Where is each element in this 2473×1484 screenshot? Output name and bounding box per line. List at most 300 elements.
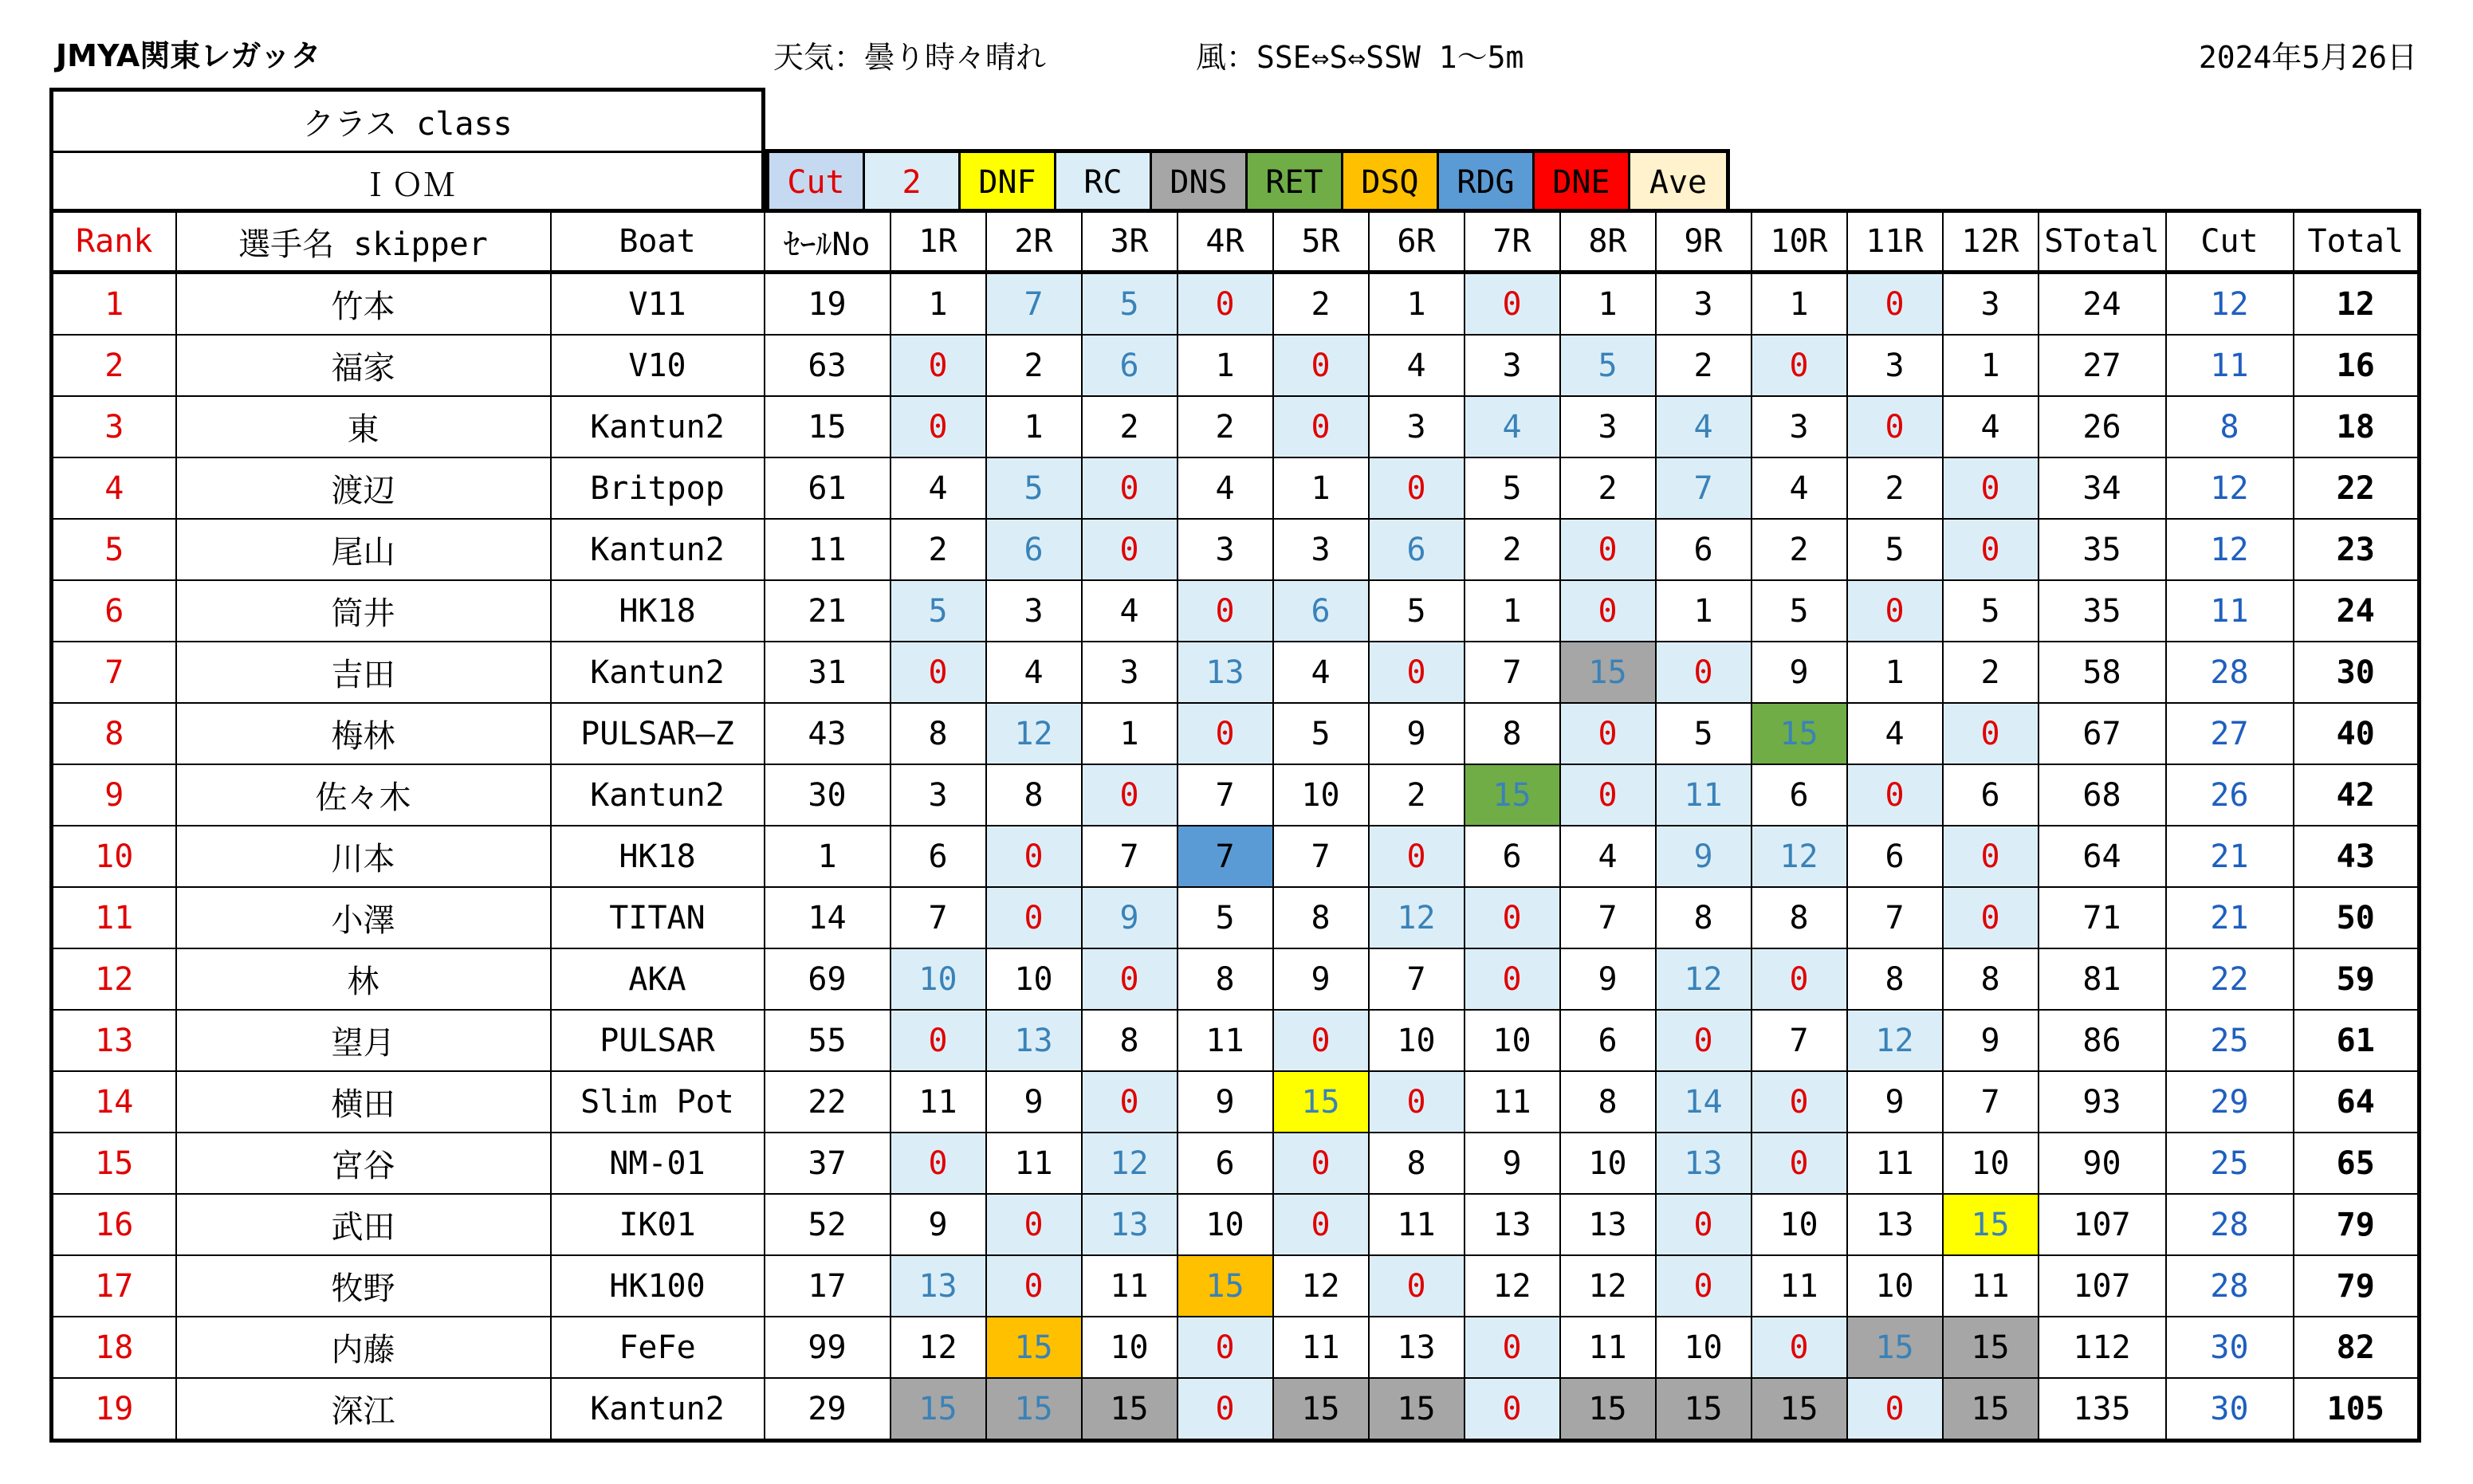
race-score-cell: 15 xyxy=(1656,1378,1752,1441)
total-cell: 79 xyxy=(2294,1255,2420,1317)
race-score-cell: 0 xyxy=(1273,396,1369,457)
legend-rc: RC xyxy=(1056,153,1152,211)
table-row xyxy=(52,1194,2420,1255)
race-score-cell: 12 xyxy=(891,1317,986,1378)
race-score-cell: 6 xyxy=(1943,764,2039,826)
race-score-cell: 8 xyxy=(1656,887,1752,948)
race-score-cell: 12 xyxy=(1082,1133,1178,1194)
race-score-cell: 0 xyxy=(1273,1133,1369,1194)
sail-no-cell: 52 xyxy=(765,1194,891,1255)
race-score-cell: 0 xyxy=(1465,273,1560,336)
race-score-cell: 9 xyxy=(1178,1071,1273,1133)
race-score-cell: 15 xyxy=(986,1317,1082,1378)
race-score-cell: 4 xyxy=(986,642,1082,703)
boat-cell: NM-01 xyxy=(551,1133,765,1194)
race-score-cell: 11 xyxy=(1273,1317,1369,1378)
race-score-cell: 0 xyxy=(986,887,1082,948)
rank-cell: 1 xyxy=(52,273,176,336)
boat-cell: HK18 xyxy=(551,826,765,887)
race-score-cell: 12 xyxy=(1656,948,1752,1010)
race-score-cell: 5 xyxy=(1273,703,1369,764)
race-score-cell: 4 xyxy=(1656,396,1752,457)
event-date: 2024年5月26日 xyxy=(2198,40,2417,75)
race-score-cell: 10 xyxy=(1656,1317,1752,1378)
sail-no-cell: 61 xyxy=(765,457,891,519)
stotal-cell: 24 xyxy=(2039,273,2166,336)
race-score-cell: 3 xyxy=(1273,519,1369,580)
stotal-cell: 93 xyxy=(2039,1071,2166,1133)
stotal-cell: 26 xyxy=(2039,396,2166,457)
total-cell: 50 xyxy=(2294,887,2420,948)
race-score-cell: 6 xyxy=(1560,1010,1656,1071)
stotal-cell: 107 xyxy=(2039,1255,2166,1317)
sail-no-cell: 31 xyxy=(765,642,891,703)
race-score-cell: 9 xyxy=(1465,1133,1560,1194)
race-score-cell: 0 xyxy=(1560,519,1656,580)
total-cell: 16 xyxy=(2294,335,2420,396)
rank-cell: 14 xyxy=(52,1071,176,1133)
boat-cell: AKA xyxy=(551,948,765,1010)
race-score-cell: 7 xyxy=(1178,826,1273,887)
race-score-cell: 5 xyxy=(1082,273,1178,336)
race-score-cell: 1 xyxy=(1369,273,1465,336)
race-score-cell: 15 xyxy=(1560,642,1656,703)
race-score-cell: 5 xyxy=(1560,335,1656,396)
race-score-cell: 15 xyxy=(1178,1255,1273,1317)
race-score-cell: 5 xyxy=(986,457,1082,519)
race-score-cell: 11 xyxy=(1178,1010,1273,1071)
legend-dns: DNS xyxy=(1152,153,1248,211)
sail-no-cell: 15 xyxy=(765,396,891,457)
skipper-cell: 尾山 xyxy=(176,519,551,580)
cut-cell: 27 xyxy=(2166,703,2294,764)
sail-no-cell: 11 xyxy=(765,519,891,580)
table-row xyxy=(52,1317,2420,1378)
race-score-cell: 0 xyxy=(1943,826,2039,887)
race-score-cell: 13 xyxy=(1656,1133,1752,1194)
race-score-cell: 6 xyxy=(1656,519,1752,580)
race-score-cell: 3 xyxy=(986,580,1082,642)
race-score-cell: 15 xyxy=(1943,1378,2039,1441)
race-score-cell: 11 xyxy=(1082,1255,1178,1317)
race-score-cell: 0 xyxy=(986,826,1082,887)
total-cell: 22 xyxy=(2294,457,2420,519)
column-header: 7R xyxy=(1465,211,1560,273)
race-score-cell: 2 xyxy=(1560,457,1656,519)
race-score-cell: 2 xyxy=(1369,764,1465,826)
race-score-cell: 2 xyxy=(1082,396,1178,457)
race-score-cell: 1 xyxy=(1082,703,1178,764)
cut-cell: 25 xyxy=(2166,1010,2294,1071)
sail-no-cell: 30 xyxy=(765,764,891,826)
race-score-cell: 7 xyxy=(1082,826,1178,887)
race-score-cell: 10 xyxy=(1560,1133,1656,1194)
column-header: Boat xyxy=(551,211,765,273)
race-score-cell: 7 xyxy=(1273,826,1369,887)
race-score-cell: 4 xyxy=(891,457,986,519)
race-score-cell: 5 xyxy=(1178,887,1273,948)
race-score-cell: 0 xyxy=(1847,580,1943,642)
race-score-cell: 1 xyxy=(1847,642,1943,703)
race-score-cell: 5 xyxy=(1656,703,1752,764)
race-score-cell: 0 xyxy=(1465,948,1560,1010)
race-score-cell: 2 xyxy=(1273,273,1369,336)
race-score-cell: 12 xyxy=(1273,1255,1369,1317)
race-score-cell: 13 xyxy=(986,1010,1082,1071)
rank-cell: 3 xyxy=(52,396,176,457)
race-score-cell: 5 xyxy=(1465,457,1560,519)
column-header: 5R xyxy=(1273,211,1369,273)
total-cell: 59 xyxy=(2294,948,2420,1010)
boat-cell: HK18 xyxy=(551,580,765,642)
race-score-cell: 7 xyxy=(1465,642,1560,703)
skipper-cell: 竹本 xyxy=(176,273,551,336)
table-row xyxy=(52,457,2420,519)
skipper-cell: 渡辺 xyxy=(176,457,551,519)
cut-cell: 12 xyxy=(2166,519,2294,580)
cut-cell: 28 xyxy=(2166,1255,2294,1317)
race-score-cell: 0 xyxy=(1178,580,1273,642)
race-score-cell: 8 xyxy=(891,703,986,764)
total-cell: 79 xyxy=(2294,1194,2420,1255)
race-score-cell: 0 xyxy=(1656,1194,1752,1255)
rank-cell: 10 xyxy=(52,826,176,887)
weather-text: 天気：曇り時々晴れ xyxy=(773,40,1047,75)
table-row xyxy=(52,642,2420,703)
stotal-cell: 67 xyxy=(2039,703,2166,764)
race-score-cell: 0 xyxy=(1847,764,1943,826)
race-score-cell: 0 xyxy=(1273,1194,1369,1255)
race-score-cell: 8 xyxy=(1847,948,1943,1010)
column-header: 6R xyxy=(1369,211,1465,273)
race-score-cell: 10 xyxy=(1943,1133,2039,1194)
skipper-cell: 望月 xyxy=(176,1010,551,1071)
rank-cell: 2 xyxy=(52,335,176,396)
boat-cell: Britpop xyxy=(551,457,765,519)
race-score-cell: 15 xyxy=(1082,1378,1178,1441)
skipper-cell: 福家 xyxy=(176,335,551,396)
cut-cell: 21 xyxy=(2166,826,2294,887)
column-header: 選手名 skipper xyxy=(176,211,551,273)
race-score-cell: 3 xyxy=(1943,273,2039,336)
race-score-cell: 10 xyxy=(986,948,1082,1010)
race-score-cell: 7 xyxy=(986,273,1082,336)
class-label: クラス class xyxy=(49,88,765,153)
race-score-cell: 15 xyxy=(1943,1317,2039,1378)
rank-cell: 17 xyxy=(52,1255,176,1317)
race-score-cell: 3 xyxy=(1560,396,1656,457)
table-row xyxy=(52,273,2420,336)
race-score-cell: 15 xyxy=(891,1378,986,1441)
boat-cell: TITAN xyxy=(551,887,765,948)
legend-ave: Ave xyxy=(1630,153,1726,211)
rank-cell: 6 xyxy=(52,580,176,642)
cut-cell: 28 xyxy=(2166,1194,2294,1255)
race-score-cell: 0 xyxy=(1082,519,1178,580)
stotal-cell: 35 xyxy=(2039,580,2166,642)
race-score-cell: 3 xyxy=(1465,335,1560,396)
stotal-cell: 34 xyxy=(2039,457,2166,519)
race-score-cell: 4 xyxy=(1178,457,1273,519)
race-score-cell: 0 xyxy=(1752,1133,1847,1194)
race-score-cell: 9 xyxy=(1752,642,1847,703)
legend-dnf: DNF xyxy=(961,153,1056,211)
sail-no-cell: 37 xyxy=(765,1133,891,1194)
race-score-cell: 9 xyxy=(891,1194,986,1255)
legend-ret: RET xyxy=(1248,153,1343,211)
total-cell: 64 xyxy=(2294,1071,2420,1133)
race-score-cell: 0 xyxy=(1082,948,1178,1010)
race-score-cell: 15 xyxy=(1273,1378,1369,1441)
race-score-cell: 10 xyxy=(1273,764,1369,826)
race-score-cell: 13 xyxy=(1369,1317,1465,1378)
race-score-cell: 4 xyxy=(1847,703,1943,764)
race-score-cell: 11 xyxy=(1656,764,1752,826)
sail-no-cell: 55 xyxy=(765,1010,891,1071)
rank-cell: 4 xyxy=(52,457,176,519)
legend-dne: DNE xyxy=(1535,153,1630,211)
race-score-cell: 13 xyxy=(891,1255,986,1317)
race-score-cell: 7 xyxy=(1656,457,1752,519)
column-header: 10R xyxy=(1752,211,1847,273)
race-score-cell: 0 xyxy=(1560,764,1656,826)
race-score-cell: 6 xyxy=(1178,1133,1273,1194)
table-row xyxy=(52,1133,2420,1194)
boat-cell: Kantun2 xyxy=(551,764,765,826)
boat-cell: Slim Pot xyxy=(551,1071,765,1133)
skipper-cell: 横田 xyxy=(176,1071,551,1133)
cut-cell: 22 xyxy=(2166,948,2294,1010)
race-score-cell: 0 xyxy=(1082,457,1178,519)
column-header: 4R xyxy=(1178,211,1273,273)
race-score-cell: 4 xyxy=(1943,396,2039,457)
race-score-cell: 15 xyxy=(1847,1317,1943,1378)
race-score-cell: 0 xyxy=(1752,1317,1847,1378)
boat-cell: Kantun2 xyxy=(551,1378,765,1441)
race-score-cell: 7 xyxy=(1847,887,1943,948)
wind-text: 風：SSE⇔S⇔SSW 1～5m xyxy=(1196,40,1524,75)
column-header: 11R xyxy=(1847,211,1943,273)
boat-cell: HK100 xyxy=(551,1255,765,1317)
rank-cell: 7 xyxy=(52,642,176,703)
stotal-cell: 107 xyxy=(2039,1194,2166,1255)
cut-cell: 26 xyxy=(2166,764,2294,826)
boat-cell: Kantun2 xyxy=(551,396,765,457)
race-score-cell: 9 xyxy=(1082,887,1178,948)
race-score-cell: 0 xyxy=(1847,273,1943,336)
skipper-cell: 吉田 xyxy=(176,642,551,703)
boat-cell: Kantun2 xyxy=(551,642,765,703)
sail-no-cell: 22 xyxy=(765,1071,891,1133)
column-header: 9R xyxy=(1656,211,1752,273)
race-score-cell: 3 xyxy=(1369,396,1465,457)
boat-cell: FeFe xyxy=(551,1317,765,1378)
table-row xyxy=(52,519,2420,580)
race-score-cell: 9 xyxy=(1273,948,1369,1010)
legend-rdg: RDG xyxy=(1439,153,1535,211)
race-score-cell: 0 xyxy=(986,1255,1082,1317)
race-score-cell: 0 xyxy=(1752,335,1847,396)
race-score-cell: 0 xyxy=(1369,1071,1465,1133)
table-row xyxy=(52,826,2420,887)
race-score-cell: 0 xyxy=(986,1194,1082,1255)
race-score-cell: 8 xyxy=(1273,887,1369,948)
race-score-cell: 0 xyxy=(1943,703,2039,764)
race-score-cell: 6 xyxy=(1369,519,1465,580)
rank-cell: 8 xyxy=(52,703,176,764)
cut-cell: 30 xyxy=(2166,1378,2294,1441)
total-cell: 65 xyxy=(2294,1133,2420,1194)
race-score-cell: 12 xyxy=(1560,1255,1656,1317)
race-score-cell: 10 xyxy=(1369,1010,1465,1071)
race-score-cell: 0 xyxy=(1752,1071,1847,1133)
skipper-cell: 筒井 xyxy=(176,580,551,642)
table-row xyxy=(52,580,2420,642)
race-score-cell: 10 xyxy=(1082,1317,1178,1378)
column-header: ｾｰﾙNo xyxy=(765,211,891,273)
race-score-cell: 11 xyxy=(891,1071,986,1133)
boat-cell: V11 xyxy=(551,273,765,336)
race-score-cell: 0 xyxy=(1273,335,1369,396)
table-row xyxy=(52,764,2420,826)
cut-cell: 11 xyxy=(2166,580,2294,642)
race-score-cell: 11 xyxy=(1560,1317,1656,1378)
sail-no-cell: 1 xyxy=(765,826,891,887)
race-score-cell: 12 xyxy=(986,703,1082,764)
boat-cell: PULSAR xyxy=(551,1010,765,1071)
legend-cut: Cut xyxy=(769,153,865,211)
race-score-cell: 11 xyxy=(1369,1194,1465,1255)
table-row xyxy=(52,887,2420,948)
sail-no-cell: 29 xyxy=(765,1378,891,1441)
race-score-cell: 11 xyxy=(1465,1071,1560,1133)
table-row xyxy=(52,703,2420,764)
sail-no-cell: 99 xyxy=(765,1317,891,1378)
table-row xyxy=(52,948,2420,1010)
race-score-cell: 13 xyxy=(1178,642,1273,703)
race-score-cell: 0 xyxy=(1560,580,1656,642)
race-score-cell: 2 xyxy=(1943,642,2039,703)
skipper-cell: 林 xyxy=(176,948,551,1010)
race-score-cell: 0 xyxy=(1943,887,2039,948)
skipper-cell: 川本 xyxy=(176,826,551,887)
race-score-cell: 7 xyxy=(891,887,986,948)
sail-no-cell: 63 xyxy=(765,335,891,396)
regatta-title: JMYA関東レガッタ xyxy=(56,38,321,73)
skipper-cell: 牧野 xyxy=(176,1255,551,1317)
cut-cell: 25 xyxy=(2166,1133,2294,1194)
boat-cell: PULSAR―Z xyxy=(551,703,765,764)
cut-cell: 12 xyxy=(2166,457,2294,519)
race-score-cell: 1 xyxy=(1560,273,1656,336)
skipper-cell: 佐々木 xyxy=(176,764,551,826)
race-score-cell: 11 xyxy=(1943,1255,2039,1317)
race-score-cell: 0 xyxy=(1369,1255,1465,1317)
stotal-cell: 86 xyxy=(2039,1010,2166,1071)
race-score-cell: 4 xyxy=(1082,580,1178,642)
stotal-cell: 81 xyxy=(2039,948,2166,1010)
race-score-cell: 9 xyxy=(986,1071,1082,1133)
race-score-cell: 5 xyxy=(1847,519,1943,580)
race-score-cell: 3 xyxy=(1752,396,1847,457)
total-cell: 82 xyxy=(2294,1317,2420,1378)
results-body xyxy=(52,273,2420,1441)
stotal-cell: 90 xyxy=(2039,1133,2166,1194)
cut-cell: 8 xyxy=(2166,396,2294,457)
cut-cell: 21 xyxy=(2166,887,2294,948)
race-score-cell: 6 xyxy=(1752,764,1847,826)
table-row xyxy=(52,396,2420,457)
race-score-cell: 0 xyxy=(1082,764,1178,826)
sail-no-cell: 21 xyxy=(765,580,891,642)
total-cell: 61 xyxy=(2294,1010,2420,1071)
total-cell: 18 xyxy=(2294,396,2420,457)
race-score-cell: 0 xyxy=(1656,1010,1752,1071)
race-score-cell: 9 xyxy=(1943,1010,2039,1071)
race-score-cell: 1 xyxy=(1273,457,1369,519)
rank-cell: 11 xyxy=(52,887,176,948)
race-score-cell: 1 xyxy=(1656,580,1752,642)
column-header: Cut xyxy=(2166,211,2294,273)
race-score-cell: 4 xyxy=(1752,457,1847,519)
race-score-cell: 0 xyxy=(1465,887,1560,948)
race-score-cell: 12 xyxy=(1752,826,1847,887)
cut-cell: 30 xyxy=(2166,1317,2294,1378)
total-cell: 105 xyxy=(2294,1378,2420,1441)
race-score-cell: 0 xyxy=(1847,1378,1943,1441)
race-score-cell: 7 xyxy=(1178,764,1273,826)
stotal-cell: 112 xyxy=(2039,1317,2166,1378)
race-score-cell: 13 xyxy=(1560,1194,1656,1255)
race-score-cell: 15 xyxy=(1560,1378,1656,1441)
column-header: Total xyxy=(2294,211,2420,273)
race-score-cell: 3 xyxy=(1082,642,1178,703)
race-score-cell: 12 xyxy=(1465,1255,1560,1317)
race-score-cell: 2 xyxy=(986,335,1082,396)
column-header: STotal xyxy=(2039,211,2166,273)
race-score-cell: 5 xyxy=(891,580,986,642)
race-score-cell: 0 xyxy=(891,1010,986,1071)
rank-cell: 16 xyxy=(52,1194,176,1255)
sail-no-cell: 19 xyxy=(765,273,891,336)
class-value: ＩＯＭ xyxy=(49,151,765,213)
race-score-cell: 13 xyxy=(1082,1194,1178,1255)
skipper-cell: 武田 xyxy=(176,1194,551,1255)
race-score-cell: 4 xyxy=(1273,642,1369,703)
race-score-cell: 10 xyxy=(1178,1194,1273,1255)
rank-cell: 18 xyxy=(52,1317,176,1378)
race-score-cell: 15 xyxy=(1273,1071,1369,1133)
race-score-cell: 15 xyxy=(986,1378,1082,1441)
cut-cell: 12 xyxy=(2166,273,2294,336)
race-score-cell: 10 xyxy=(1847,1255,1943,1317)
total-cell: 12 xyxy=(2294,273,2420,336)
race-score-cell: 12 xyxy=(1847,1010,1943,1071)
race-score-cell: 0 xyxy=(1847,396,1943,457)
race-score-cell: 0 xyxy=(1178,1378,1273,1441)
race-score-cell: 15 xyxy=(1465,764,1560,826)
race-score-cell: 9 xyxy=(1656,826,1752,887)
race-score-cell: 0 xyxy=(1465,1378,1560,1441)
race-score-cell: 5 xyxy=(1369,580,1465,642)
race-score-cell: 0 xyxy=(1369,826,1465,887)
race-score-cell: 8 xyxy=(1752,887,1847,948)
race-score-cell: 9 xyxy=(1369,703,1465,764)
race-score-cell: 0 xyxy=(1178,273,1273,336)
total-cell: 30 xyxy=(2294,642,2420,703)
total-cell: 43 xyxy=(2294,826,2420,887)
table-row xyxy=(52,1071,2420,1133)
